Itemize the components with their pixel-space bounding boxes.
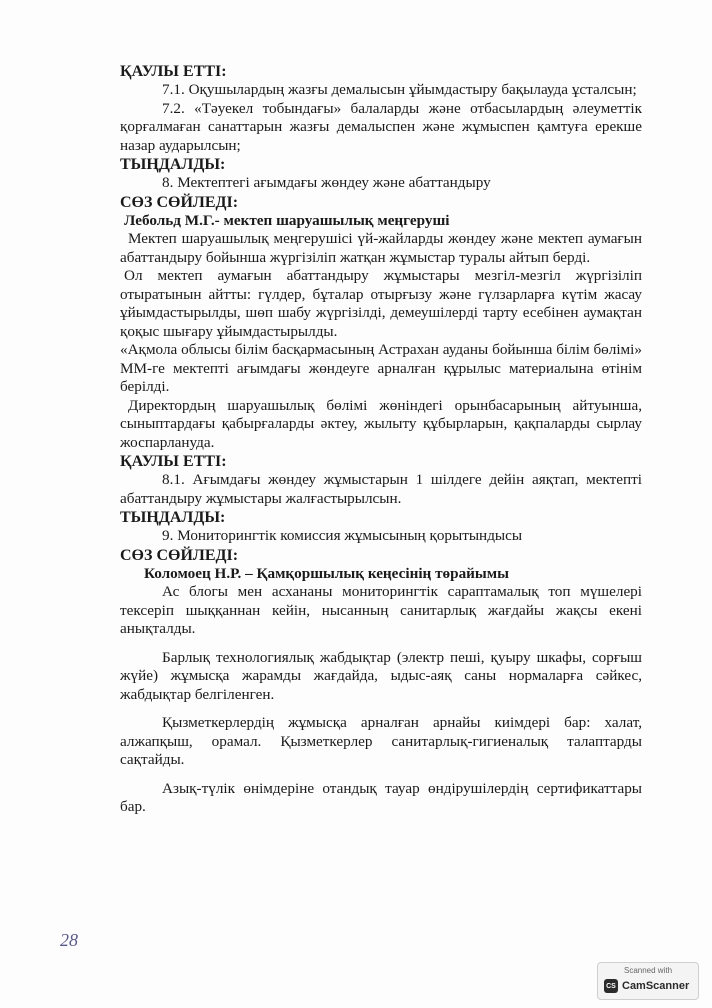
paragraph: Қызметкерлердің жұмысқа арналған арнайы киімдері бар: халат, алжапқыш, орамал. Қызметкерлер санитарлық-гигиеналық талаптарды сақтайды. <box>120 714 642 768</box>
paragraph: Ол мектеп аумағын абаттандыру жұмыстары мезгіл-мезгіл жүргізіліп отыратынын айтты: гүлдер, бұталар отырғызу және гүлзарларға күтім жасау ұйымдастырылды, шөп шабу жүргізілді, демеушілерді тарту есебінен аумақтан қоқыс шығару ұйымдастырылды. <box>120 267 642 340</box>
page-number: 28 <box>60 930 78 950</box>
speaker-name: Лебольд М.Г.- мектеп шаруашылық меңгеруші <box>124 211 450 229</box>
scanner-brand <box>604 979 689 993</box>
resolved-heading: ҚАУЛЫ ЕТТІ: <box>120 63 227 80</box>
resolved-heading: ҚАУЛЫ ЕТТІ: <box>120 453 227 470</box>
paragraph: Мектеп шаруашылық меңгерушісі үй-жайларды жөндеу және мектеп аумағын абаттандыру бойынша жүргізіліп жатқан жұмыстар туралы айтып берді. <box>120 230 642 266</box>
resolution-item-7-1: 7.1. Оқушылардың жазғы демалысын ұйымдастыру бақылауда ұсталсын; <box>162 81 637 98</box>
spoke-heading: СӨЗ СӨЙЛЕДІ: <box>120 546 239 564</box>
resolution-item-8-1: 8.1. Ағымдағы жөндеу жұмыстарын 1 шілдеге дейін аяқтап, мектепті абаттандыру жұмыстары жалғастырылсын. <box>120 471 642 507</box>
paragraph: Директордың шаруашылық бөлімі жөніндегі орынбасарының айтуынша, сыныптардағы қабырғаларды әктеу, жылыту құбырларын, қақпаларды сырлау жоспарлануда. <box>120 396 642 451</box>
paragraph: Ас блогы мен асхананы мониторингтік сараптамалық топ мүшелері тексеріп шыққаннан кейін, нысанның санитарлық жағдайы жақсы екені анықталды. <box>120 583 642 637</box>
heard-heading: ТЫҢДАЛДЫ: <box>120 156 226 173</box>
scanner-caption: Scanned with <box>623 966 673 975</box>
paragraph: Барлық технологиялық жабдықтар (электр пеші, қуыру шкафы, сорғыш жүйе) жұмысқа жарамды жағдайда, ыдыс-аяқ саны нормаларға сәйкес, жабдықтар белгіленген. <box>120 648 642 703</box>
speaker-name: Коломоец Н.Р. – Қамқоршылық кеңесінің төрайымы <box>144 564 509 582</box>
resolution-item-7-2: 7.2. «Тәуекел тобындағы» балаларды және отбасылардың әлеуметтік қорғалмаған санаттарын жазғы демалыспен және жұмыспен қамтуға ерекше назар аударылсын; <box>120 99 642 154</box>
paragraph: Азық-түлік өнімдеріне отандық тауар өндірушілердің сертификаттары бар. <box>120 779 642 815</box>
agenda-item-8: 8. Мектептегі ағымдағы жөндеу және абаттандыру <box>162 174 491 191</box>
camscanner-badge <box>597 962 699 1000</box>
spoke-heading: СӨЗ СӨЙЛЕДІ: <box>120 193 239 211</box>
scanner-name: CamScanner <box>622 980 690 992</box>
agenda-item-9: 9. Мониторингтік комиссия жұмысының қорытындысы <box>162 527 523 544</box>
camscanner-logo-icon: CS <box>604 979 618 993</box>
document-body <box>120 62 642 817</box>
heard-heading: ТЫҢДАЛДЫ: <box>120 509 226 526</box>
paragraph: «Ақмола облысы білім басқармасының Астрахан ауданы бойынша білім бөлімі» ММ-ге мектепті ағымдағы жөндеуге арналған құрылыс материалына өтінім берілді. <box>120 341 642 395</box>
